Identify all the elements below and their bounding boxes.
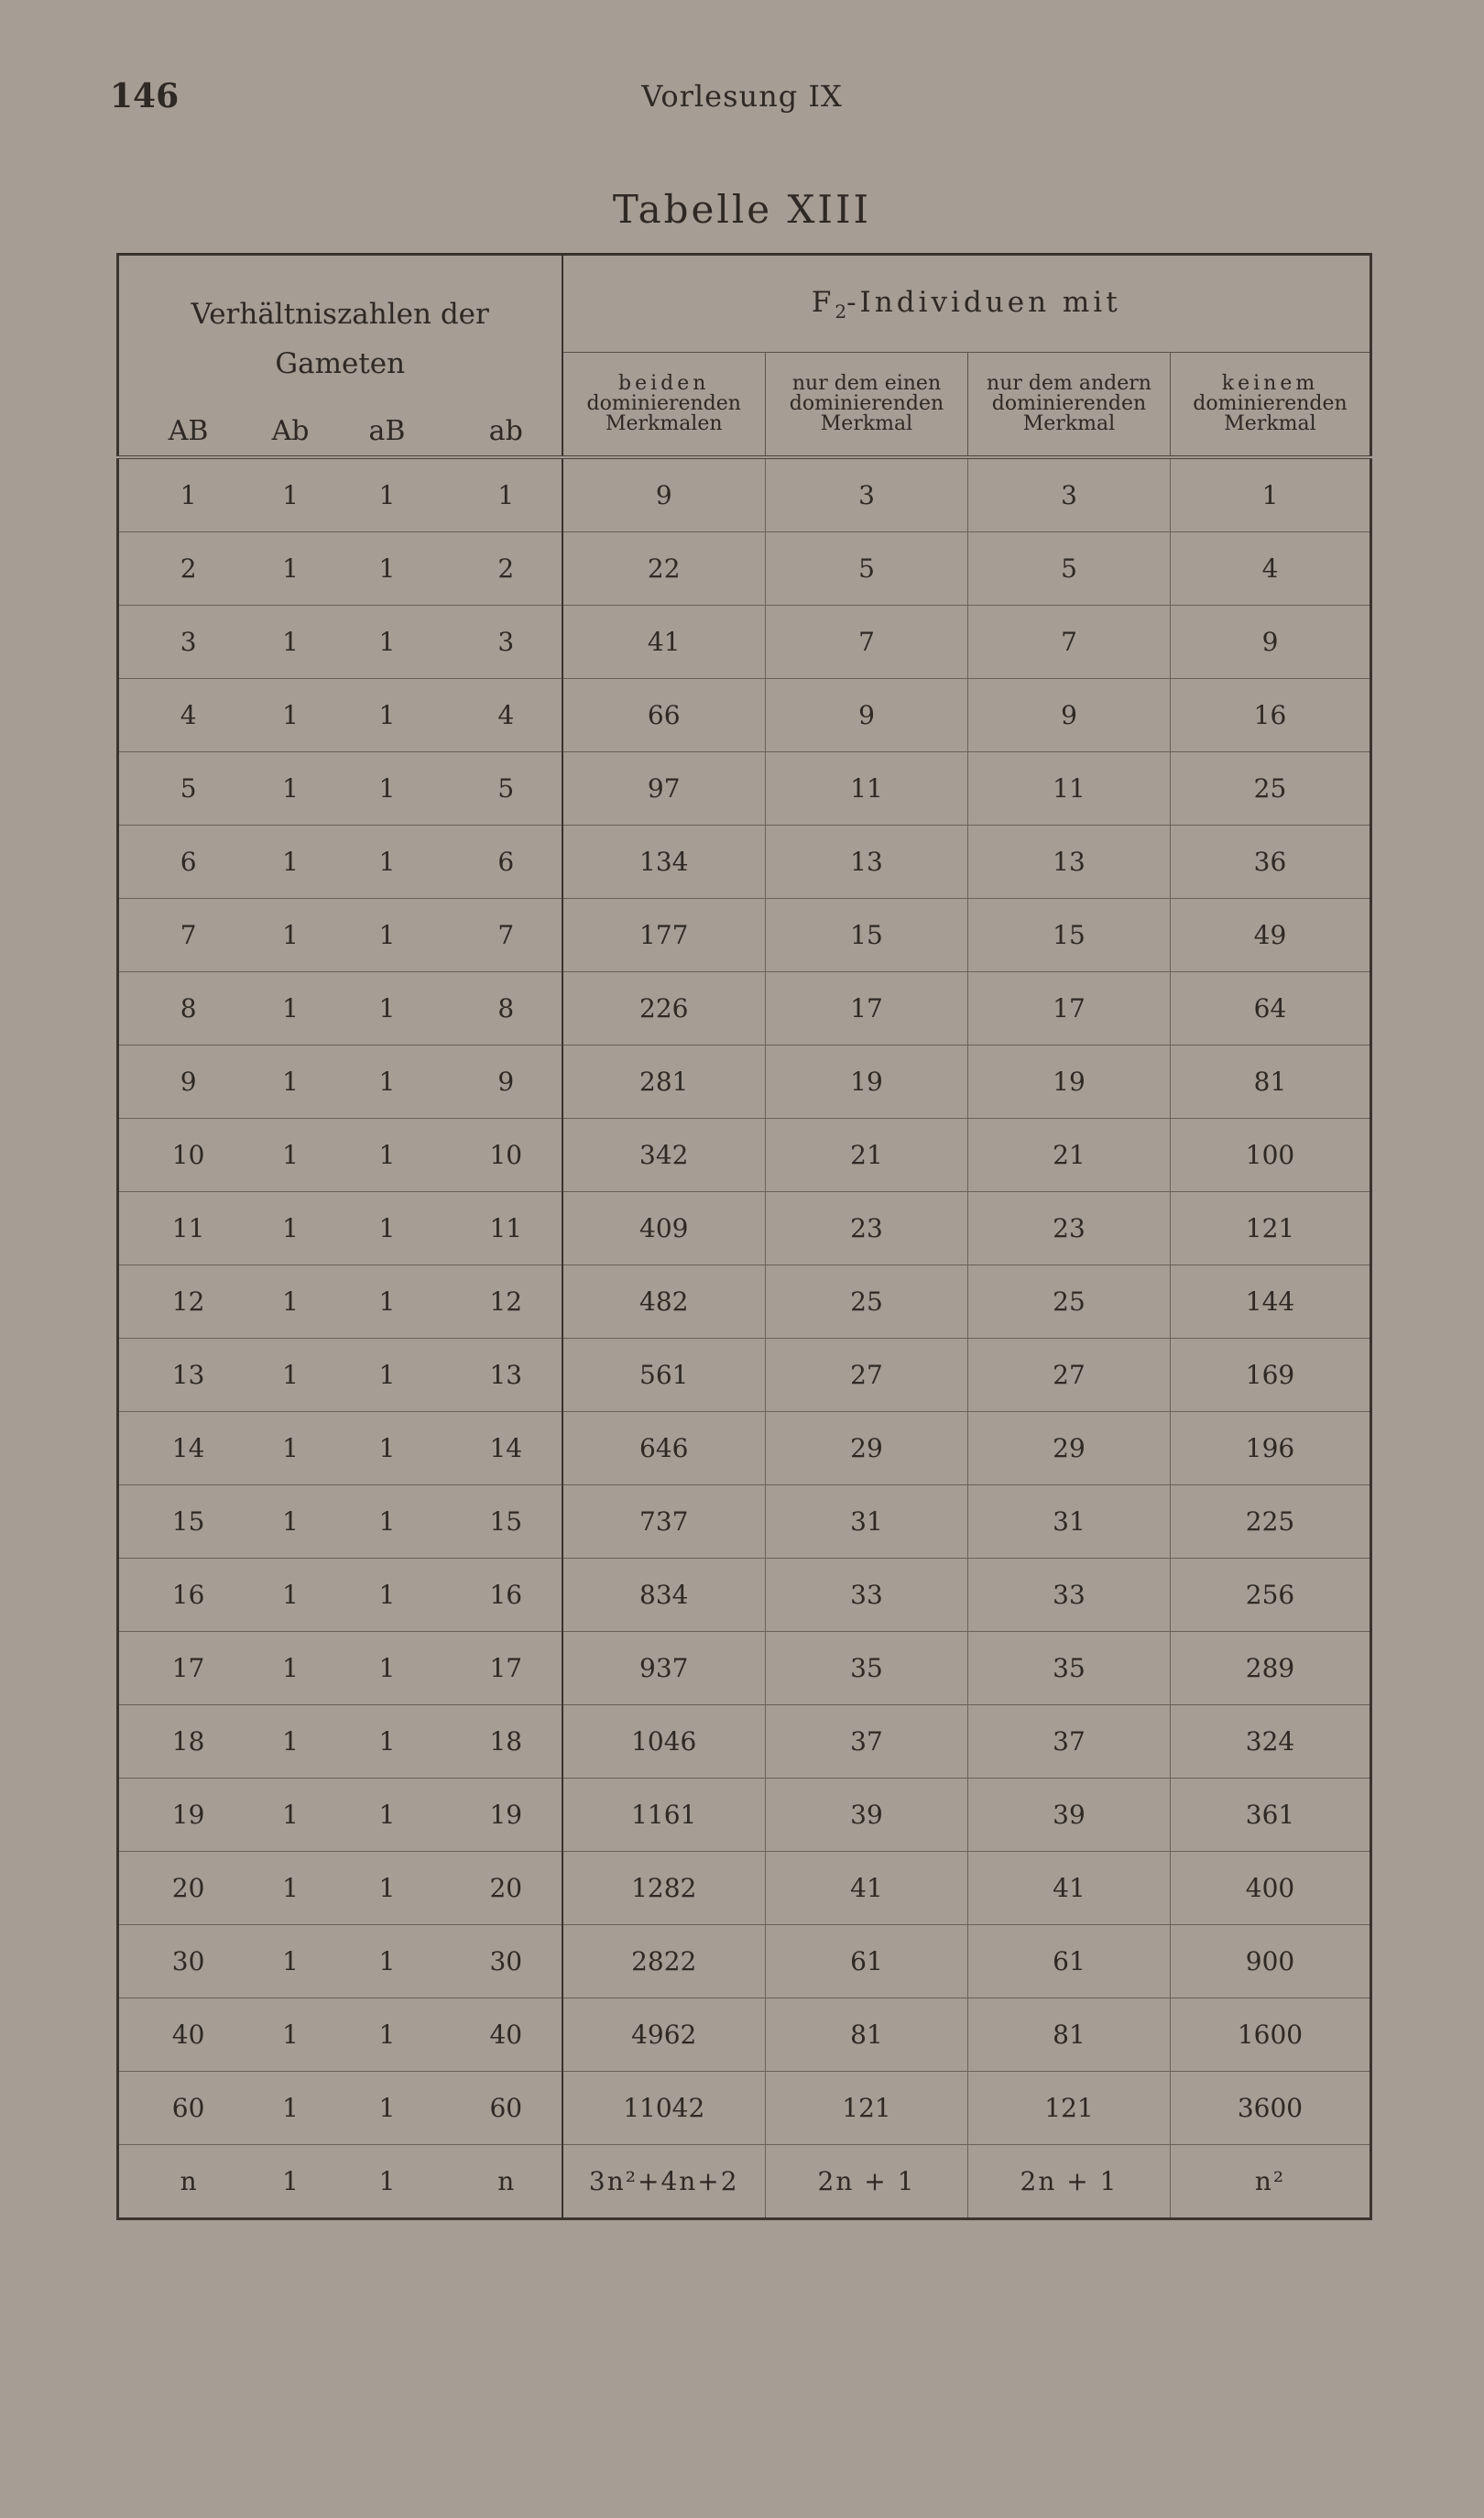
cell-ab-mixed2: 1 bbox=[378, 1653, 396, 1683]
cell-ab-upper: 2 bbox=[180, 553, 197, 584]
f2-header-subscript: 2 bbox=[835, 300, 847, 323]
cell-no-dominant: 81 bbox=[1171, 1046, 1371, 1119]
table-body bbox=[118, 457, 1371, 2219]
cell-ab-mixed2: 1 bbox=[378, 627, 396, 657]
cell-ab-upper: 60 bbox=[171, 2093, 205, 2123]
cell-other-dominant: 9 bbox=[968, 679, 1171, 752]
cell-both-dominant: 281 bbox=[562, 1046, 766, 1119]
table-row bbox=[118, 826, 1371, 899]
cell-ab-upper: 30 bbox=[171, 1946, 205, 1976]
cell-ab-mixed: 1 bbox=[282, 480, 299, 510]
cell-no-dominant: 16 bbox=[1171, 679, 1371, 752]
cell-no-dominant: 49 bbox=[1171, 899, 1371, 972]
cell-no-dominant: 400 bbox=[1171, 1852, 1371, 1925]
cell-ab-lower: 14 bbox=[489, 1433, 523, 1463]
gameten-cell bbox=[118, 1632, 562, 1705]
cell-no-dominant: 289 bbox=[1171, 1632, 1371, 1705]
cell-ab-lower: 60 bbox=[489, 2093, 523, 2123]
cell-both-dominant: 22 bbox=[562, 532, 766, 606]
cell-other-dominant: 13 bbox=[968, 826, 1171, 899]
cell-one-dominant: 35 bbox=[766, 1632, 968, 1705]
cell-ab-mixed: 1 bbox=[282, 920, 299, 950]
cell-ab-upper: 10 bbox=[171, 1140, 205, 1170]
table-row bbox=[118, 972, 1371, 1046]
cell-no-dominant: 225 bbox=[1171, 1485, 1371, 1559]
gameten-cell bbox=[118, 972, 562, 1046]
cell-no-dominant: 3600 bbox=[1171, 2072, 1371, 2145]
subheader-line: Merkmalen bbox=[605, 412, 723, 436]
gameten-cell bbox=[118, 1412, 562, 1485]
subheader-line: dominierenden bbox=[991, 392, 1147, 416]
cell-ab-mixed2: 1 bbox=[378, 1140, 396, 1170]
gameten-cell bbox=[118, 1485, 562, 1559]
gameten-header-line1: Verhältniszahlen der bbox=[191, 298, 489, 331]
cell-other-dominant: 21 bbox=[968, 1119, 1171, 1192]
cell-no-dominant: 256 bbox=[1171, 1559, 1371, 1632]
cell-ab-lower: 7 bbox=[497, 920, 515, 950]
cell-ab-mixed2: 1 bbox=[378, 1726, 396, 1757]
cell-no-dominant: 121 bbox=[1171, 1192, 1371, 1265]
cell-one-dominant: 19 bbox=[766, 1046, 968, 1119]
cell-no-dominant: 361 bbox=[1171, 1779, 1371, 1852]
gameten-cell bbox=[118, 752, 562, 826]
cell-ab-lower: 11 bbox=[489, 1213, 523, 1243]
gameten-header bbox=[118, 255, 562, 458]
gameten-cell bbox=[118, 1559, 562, 1632]
cell-one-dominant: 37 bbox=[766, 1705, 968, 1779]
cell-ab-lower: 1 bbox=[497, 480, 515, 510]
cell-no-dominant: 64 bbox=[1171, 972, 1371, 1046]
cell-both-dominant: 737 bbox=[562, 1485, 766, 1559]
cell-one-dominant: 27 bbox=[766, 1339, 968, 1412]
cell-ab-mixed2: 1 bbox=[378, 1506, 396, 1537]
cell-both-dominant: 834 bbox=[562, 1559, 766, 1632]
gameten-values bbox=[119, 1433, 562, 1463]
gameten-cell bbox=[118, 1998, 562, 2072]
cell-both-dominant: 482 bbox=[562, 1265, 766, 1339]
cell-both-dominant: 561 bbox=[562, 1339, 766, 1412]
cell-ab-mixed2: 1 bbox=[378, 920, 396, 950]
gameten-values bbox=[119, 1653, 562, 1683]
subheader-line: nur dem andern bbox=[987, 372, 1151, 396]
cell-ab-mixed2: 1 bbox=[378, 773, 396, 804]
cell-ab-lower: 18 bbox=[489, 1726, 523, 1757]
cell-ab-upper: 19 bbox=[171, 1800, 205, 1830]
cell-ab-mixed: 1 bbox=[282, 700, 299, 730]
cell-ab-upper: 12 bbox=[171, 1286, 205, 1317]
cell-ab-mixed: 1 bbox=[282, 553, 299, 584]
cell-ab-mixed: 1 bbox=[282, 1433, 299, 1463]
table-row bbox=[118, 1998, 1371, 2072]
cell-ab-mixed2: 1 bbox=[378, 1067, 396, 1097]
cell-one-dominant: 13 bbox=[766, 826, 968, 899]
gameten-values bbox=[119, 1360, 562, 1390]
cell-no-dominant: 169 bbox=[1171, 1339, 1371, 1412]
cell-ab-upper: 6 bbox=[180, 847, 197, 877]
cell-ab-mixed: 1 bbox=[282, 847, 299, 877]
cell-both-dominant: 3n²+4n+2 bbox=[588, 2166, 739, 2196]
cell-one-dominant: 9 bbox=[766, 679, 968, 752]
subheader-beiden bbox=[562, 353, 766, 457]
gameten-cell bbox=[118, 826, 562, 899]
cell-ab-upper: 20 bbox=[171, 1873, 205, 1903]
cell-both-dominant: 1046 bbox=[562, 1705, 766, 1779]
gameten-cell bbox=[118, 1119, 562, 1192]
cell-ab-lower: 9 bbox=[497, 1067, 515, 1097]
f2-header-text: -Individuen mit bbox=[846, 285, 1121, 319]
cell-ab-mixed: 1 bbox=[282, 1506, 299, 1537]
cell-ab-mixed2: 1 bbox=[378, 1433, 396, 1463]
table-row bbox=[118, 1705, 1371, 1779]
gameten-values bbox=[119, 2093, 562, 2123]
cell-both-dominant: 342 bbox=[562, 1119, 766, 1192]
cell-other-dominant: 31 bbox=[968, 1485, 1171, 1559]
cell-ab-mixed2: 1 bbox=[378, 1946, 396, 1976]
gameten-values bbox=[119, 1873, 562, 1903]
cell-ab-upper: 5 bbox=[180, 773, 197, 804]
table-title: Tabelle XIII bbox=[612, 187, 872, 232]
cell-other-dominant: 29 bbox=[968, 1412, 1171, 1485]
gameten-cell bbox=[118, 1925, 562, 1998]
cell-ab-lower: 4 bbox=[497, 700, 515, 730]
cell-both-dominant: 2822 bbox=[562, 1925, 766, 1998]
cell-other-dominant: 7 bbox=[968, 606, 1171, 679]
cell-ab-mixed: 1 bbox=[282, 1067, 299, 1097]
cell-both-dominant: 4962 bbox=[562, 1998, 766, 2072]
subheader-line: Merkmal bbox=[820, 412, 913, 436]
gameten-col-aB: aB bbox=[368, 415, 406, 447]
subheader-line: dominierenden bbox=[1193, 392, 1348, 416]
table-row bbox=[118, 1559, 1371, 1632]
cell-both-dominant: 409 bbox=[562, 1192, 766, 1265]
cell-ab-mixed: 1 bbox=[282, 2020, 299, 2050]
gameten-cell bbox=[118, 679, 562, 752]
cell-both-dominant: 177 bbox=[562, 899, 766, 972]
gameten-cell bbox=[118, 1339, 562, 1412]
cell-one-dominant: 21 bbox=[766, 1119, 968, 1192]
subheader-keinem bbox=[1171, 353, 1371, 457]
gameten-values bbox=[119, 1726, 562, 1757]
cell-ab-mixed2: 1 bbox=[378, 2093, 396, 2123]
cell-ab-mixed2: 1 bbox=[378, 1360, 396, 1390]
gameten-values bbox=[119, 1580, 562, 1610]
cell-ab-upper: 13 bbox=[171, 1360, 205, 1390]
cell-one-dominant: 17 bbox=[766, 972, 968, 1046]
table-row bbox=[118, 532, 1371, 606]
gameten-cell bbox=[118, 606, 562, 679]
gameten-values bbox=[119, 993, 562, 1024]
cell-other-dominant: 27 bbox=[968, 1339, 1171, 1412]
subheader-line: dominierenden bbox=[586, 392, 741, 416]
gameten-values bbox=[119, 1213, 562, 1243]
cell-ab-upper: 15 bbox=[171, 1506, 205, 1537]
cell-other-dominant: 41 bbox=[968, 1852, 1171, 1925]
cell-ab-mixed: 1 bbox=[282, 1360, 299, 1390]
cell-ab-mixed: 1 bbox=[282, 627, 299, 657]
cell-one-dominant: 39 bbox=[766, 1779, 968, 1852]
gameten-values bbox=[119, 1946, 562, 1976]
table-row bbox=[118, 1046, 1371, 1119]
cell-other-dominant: 35 bbox=[968, 1632, 1171, 1705]
table-row bbox=[118, 679, 1371, 752]
cell-one-dominant: 15 bbox=[766, 899, 968, 972]
cell-other-dominant: 5 bbox=[968, 532, 1171, 606]
cell-ab-upper: 16 bbox=[171, 1580, 205, 1610]
cell-no-dominant: 900 bbox=[1171, 1925, 1371, 1998]
table-row bbox=[118, 606, 1371, 679]
cell-ab-lower: 30 bbox=[489, 1946, 523, 1976]
cell-ab-mixed: 1 bbox=[282, 1946, 299, 1976]
table-row bbox=[118, 1192, 1371, 1265]
cell-ab-mixed: 1 bbox=[282, 2166, 299, 2196]
cell-ab-mixed: 1 bbox=[282, 1286, 299, 1317]
gameten-cell bbox=[118, 2145, 562, 2219]
page-number: 146 bbox=[110, 77, 180, 115]
cell-ab-upper: 1 bbox=[180, 480, 197, 510]
cell-ab-lower: 10 bbox=[489, 1140, 523, 1170]
gameten-values bbox=[119, 1286, 562, 1317]
table-row bbox=[118, 1339, 1371, 1412]
subheader-andern bbox=[968, 353, 1171, 457]
cell-both-dominant: 41 bbox=[562, 606, 766, 679]
gameten-cell bbox=[118, 457, 562, 532]
cell-ab-mixed2: 1 bbox=[378, 480, 396, 510]
gameten-cell bbox=[118, 899, 562, 972]
cell-ab-lower: 8 bbox=[497, 993, 515, 1024]
cell-one-dominant: 61 bbox=[766, 1925, 968, 1998]
table-row bbox=[118, 457, 1371, 532]
cell-no-dominant: 25 bbox=[1171, 752, 1371, 826]
cell-one-dominant: 11 bbox=[766, 752, 968, 826]
cell-no-dominant: 1 bbox=[1171, 457, 1371, 532]
cell-ab-mixed: 1 bbox=[282, 1213, 299, 1243]
gameten-cell bbox=[118, 532, 562, 606]
cell-ab-lower: 6 bbox=[497, 847, 515, 877]
cell-one-dominant: 81 bbox=[766, 1998, 968, 2072]
cell-ab-upper: 3 bbox=[180, 627, 197, 657]
subheader-line: dominierenden bbox=[789, 392, 944, 416]
table-row bbox=[118, 1779, 1371, 1852]
cell-other-dominant: 2n + 1 bbox=[968, 2145, 1171, 2219]
cell-ab-mixed: 1 bbox=[282, 1800, 299, 1830]
table-row bbox=[118, 752, 1371, 826]
gameten-values bbox=[119, 1140, 562, 1170]
cell-both-dominant: 134 bbox=[562, 826, 766, 899]
table-row bbox=[118, 1632, 1371, 1705]
cell-one-dominant: 23 bbox=[766, 1192, 968, 1265]
cell-ab-upper: 9 bbox=[180, 1067, 197, 1097]
cell-ab-mixed2: 1 bbox=[378, 2166, 396, 2196]
gameten-cell bbox=[118, 1852, 562, 1925]
data-table bbox=[116, 253, 1372, 2220]
cell-ab-mixed2: 1 bbox=[378, 1580, 396, 1610]
gameten-values bbox=[119, 553, 562, 584]
gameten-values bbox=[119, 920, 562, 950]
cell-no-dominant: 36 bbox=[1171, 826, 1371, 899]
cell-no-dominant: 1600 bbox=[1171, 1998, 1371, 2072]
subheader-line: Merkmal bbox=[1224, 412, 1316, 436]
gameten-cell bbox=[118, 2072, 562, 2145]
gameten-values bbox=[119, 2166, 562, 2196]
cell-ab-mixed: 1 bbox=[282, 773, 299, 804]
f2-header-letter: F bbox=[811, 285, 835, 319]
cell-other-dominant: 15 bbox=[968, 899, 1171, 972]
gameten-cell bbox=[118, 1779, 562, 1852]
cell-ab-mixed2: 1 bbox=[378, 1286, 396, 1317]
cell-no-dominant: 100 bbox=[1171, 1119, 1371, 1192]
cell-one-dominant: 31 bbox=[766, 1485, 968, 1559]
table-row bbox=[118, 1119, 1371, 1192]
cell-ab-mixed2: 1 bbox=[378, 1873, 396, 1903]
cell-no-dominant: 9 bbox=[1171, 606, 1371, 679]
cell-one-dominant: 41 bbox=[766, 1852, 968, 1925]
cell-ab-mixed: 1 bbox=[282, 993, 299, 1024]
cell-ab-upper: 8 bbox=[180, 993, 197, 1024]
gameten-cell bbox=[118, 1192, 562, 1265]
cell-ab-mixed2: 1 bbox=[378, 700, 396, 730]
gameten-values bbox=[119, 1506, 562, 1537]
table-row bbox=[118, 2072, 1371, 2145]
cell-no-dominant: 4 bbox=[1171, 532, 1371, 606]
table-row bbox=[118, 1925, 1371, 1998]
subheader-line: keinem bbox=[1221, 372, 1319, 396]
cell-ab-lower: 40 bbox=[489, 2020, 523, 2050]
cell-ab-lower: 19 bbox=[489, 1800, 523, 1830]
cell-ab-upper: 17 bbox=[171, 1653, 205, 1683]
subheader-line: nur dem einen bbox=[791, 372, 942, 396]
cell-both-dominant: 937 bbox=[562, 1632, 766, 1705]
gameten-values bbox=[119, 627, 562, 657]
cell-both-dominant: 9 bbox=[562, 457, 766, 532]
gameten-values bbox=[119, 1800, 562, 1830]
gameten-values bbox=[119, 1067, 562, 1097]
cell-one-dominant: 7 bbox=[766, 606, 968, 679]
cell-other-dominant: 19 bbox=[968, 1046, 1171, 1119]
cell-ab-upper: 11 bbox=[171, 1213, 205, 1243]
cell-ab-upper: 18 bbox=[171, 1726, 205, 1757]
cell-one-dominant: 25 bbox=[766, 1265, 968, 1339]
cell-ab-lower: 13 bbox=[489, 1360, 523, 1390]
cell-both-dominant: 1282 bbox=[562, 1852, 766, 1925]
cell-other-dominant: 33 bbox=[968, 1559, 1171, 1632]
cell-other-dominant: 11 bbox=[968, 752, 1171, 826]
cell-ab-mixed: 1 bbox=[282, 1140, 299, 1170]
gameten-cell bbox=[118, 1705, 562, 1779]
cell-ab-mixed: 1 bbox=[282, 1653, 299, 1683]
cell-ab-mixed: 1 bbox=[282, 2093, 299, 2123]
cell-no-dominant: 196 bbox=[1171, 1412, 1371, 1485]
gameten-col-ab: ab bbox=[488, 415, 523, 447]
cell-both-dominant: 226 bbox=[562, 972, 766, 1046]
table-row bbox=[118, 1485, 1371, 1559]
cell-one-dominant: 5 bbox=[766, 532, 968, 606]
cell-ab-mixed2: 1 bbox=[378, 1800, 396, 1830]
cell-ab-mixed: 1 bbox=[282, 1873, 299, 1903]
cell-other-dominant: 23 bbox=[968, 1192, 1171, 1265]
table-row bbox=[118, 1852, 1371, 1925]
cell-ab-lower: 5 bbox=[497, 773, 515, 804]
cell-ab-lower: 15 bbox=[489, 1506, 523, 1537]
subheader-einen bbox=[766, 353, 968, 457]
gameten-values bbox=[119, 2020, 562, 2050]
cell-other-dominant: 3 bbox=[968, 457, 1171, 532]
cell-no-dominant: 324 bbox=[1171, 1705, 1371, 1779]
cell-other-dominant: 121 bbox=[968, 2072, 1171, 2145]
running-head: Vorlesung IX bbox=[641, 79, 843, 114]
cell-ab-mixed2: 1 bbox=[378, 553, 396, 584]
gameten-values bbox=[119, 847, 562, 877]
subheader-line: beiden bbox=[618, 372, 710, 396]
cell-one-dominant: 33 bbox=[766, 1559, 968, 1632]
f2-header bbox=[562, 255, 1371, 353]
cell-other-dominant: 61 bbox=[968, 1925, 1171, 1998]
cell-one-dominant: 121 bbox=[766, 2072, 968, 2145]
cell-ab-mixed: 1 bbox=[282, 1580, 299, 1610]
cell-other-dominant: 37 bbox=[968, 1705, 1171, 1779]
cell-one-dominant: 2n + 1 bbox=[766, 2145, 968, 2219]
cell-no-dominant: 144 bbox=[1171, 1265, 1371, 1339]
cell-ab-mixed2: 1 bbox=[378, 993, 396, 1024]
cell-ab-upper: 40 bbox=[171, 2020, 205, 2050]
table-row bbox=[118, 1412, 1371, 1485]
cell-ab-mixed2: 1 bbox=[378, 847, 396, 877]
cell-no-dominant: n² bbox=[1171, 2145, 1371, 2219]
cell-other-dominant: 17 bbox=[968, 972, 1171, 1046]
gameten-values bbox=[119, 773, 562, 804]
cell-both-dominant: 11042 bbox=[562, 2072, 766, 2145]
cell-both-dominant: 66 bbox=[562, 679, 766, 752]
cell-ab-upper: 14 bbox=[171, 1433, 205, 1463]
cell-ab-lower: 20 bbox=[489, 1873, 523, 1903]
cell-ab-lower: n bbox=[497, 2166, 515, 2196]
table-row bbox=[118, 1265, 1371, 1339]
gameten-values bbox=[119, 700, 562, 730]
cell-ab-upper: n bbox=[180, 2166, 197, 2196]
gameten-cell bbox=[118, 1046, 562, 1119]
gameten-col-Ab: Ab bbox=[271, 415, 310, 447]
cell-ab-lower: 3 bbox=[497, 627, 515, 657]
gameten-cell bbox=[118, 1265, 562, 1339]
cell-ab-lower: 16 bbox=[489, 1580, 523, 1610]
table-row bbox=[118, 2145, 1371, 2219]
cell-one-dominant: 29 bbox=[766, 1412, 968, 1485]
cell-both-dominant: 646 bbox=[562, 1412, 766, 1485]
gameten-header-line2: Gameten bbox=[275, 347, 406, 380]
subheader-line: Merkmal bbox=[1022, 412, 1116, 436]
cell-ab-mixed: 1 bbox=[282, 1726, 299, 1757]
cell-ab-lower: 2 bbox=[497, 553, 515, 584]
cell-ab-lower: 17 bbox=[489, 1653, 523, 1683]
cell-ab-mixed2: 1 bbox=[378, 1213, 396, 1243]
cell-other-dominant: 25 bbox=[968, 1265, 1171, 1339]
gameten-values bbox=[119, 480, 562, 510]
gameten-col-AB: AB bbox=[168, 415, 209, 447]
cell-other-dominant: 39 bbox=[968, 1779, 1171, 1852]
table-row bbox=[118, 899, 1371, 972]
cell-ab-mixed2: 1 bbox=[378, 2020, 396, 2050]
cell-ab-upper: 4 bbox=[180, 700, 197, 730]
cell-other-dominant: 81 bbox=[968, 1998, 1171, 2072]
cell-both-dominant: 97 bbox=[562, 752, 766, 826]
cell-ab-lower: 12 bbox=[489, 1286, 523, 1317]
cell-one-dominant: 3 bbox=[766, 457, 968, 532]
cell-both-dominant: 1161 bbox=[562, 1779, 766, 1852]
cell-ab-upper: 7 bbox=[180, 920, 197, 950]
gameten-column-labels bbox=[119, 415, 562, 447]
